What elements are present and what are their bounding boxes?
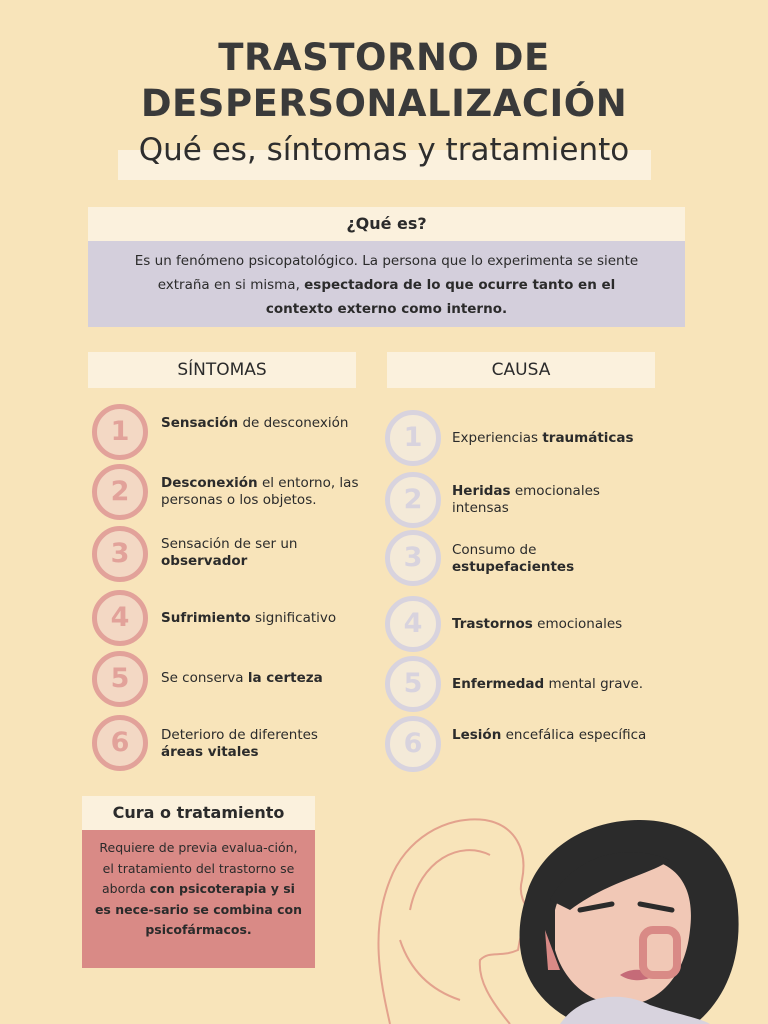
sintoma-number-2: 2 — [92, 464, 148, 520]
causa-item-2 — [452, 483, 652, 517]
causa-6-plain: encefálica específica — [501, 727, 647, 743]
dark-hair-woman — [520, 820, 739, 1024]
causa-2-plain: emocionales intensas — [452, 483, 600, 516]
cura-heading: Cura o tratamiento — [82, 796, 315, 830]
sintoma-item-1 — [161, 415, 361, 432]
title-line-2: DESPERSONALIZACIÓN — [140, 82, 628, 125]
sintoma-number-6: 6 — [92, 715, 148, 771]
sintoma-1-bold: Sensación — [161, 415, 239, 431]
sintoma-6-bold: áreas vitales — [161, 744, 259, 760]
causa-5-plain: mental grave. — [544, 676, 644, 692]
sintoma-number-4: 4 — [92, 590, 148, 646]
sintoma-1-plain: de desconexión — [238, 415, 349, 431]
causa-5-bold: Enfermedad — [452, 676, 545, 692]
causa-6-bold: Lesión — [452, 727, 502, 743]
cura-text — [82, 830, 315, 968]
sintoma-number-5: 5 — [92, 651, 148, 707]
causa-item-5 — [452, 676, 652, 693]
que-es-text — [88, 241, 685, 327]
causa-4-plain: emocionales — [532, 616, 623, 632]
causa-item-4 — [452, 616, 652, 633]
sintomas-heading: SÍNTOMAS — [88, 352, 356, 388]
causa-1-plain: Experiencias — [452, 430, 543, 446]
sintoma-number-1: 1 — [92, 404, 148, 460]
causa-3-plain: Consumo de — [452, 542, 537, 558]
causa-number-2: 2 — [385, 472, 441, 528]
causa-number-6: 6 — [385, 716, 441, 772]
outline-profile-woman — [378, 819, 530, 1024]
que-es-text-bold: espectadora de lo que ocurre tanto en el contexto externo como interno. — [265, 277, 616, 317]
sintoma-item-3 — [161, 536, 361, 570]
sintoma-number-3: 3 — [92, 526, 148, 582]
causa-number-5: 5 — [385, 656, 441, 712]
sintoma-4-bold: Sufrimiento — [161, 610, 251, 626]
sintoma-item-6 — [161, 727, 361, 761]
que-es-heading: ¿Qué es? — [88, 207, 685, 241]
causa-number-4: 4 — [385, 596, 441, 652]
woman-illustration — [350, 800, 768, 1024]
causa-3-bold: estupefacientes — [452, 559, 575, 575]
subtitle: Qué es, síntomas y tratamiento — [138, 132, 630, 168]
sintoma-2-bold: Desconexión — [161, 475, 258, 491]
sintoma-item-4 — [161, 610, 361, 627]
causa-4-bold: Trastornos — [452, 616, 533, 632]
causa-item-3 — [452, 542, 652, 576]
causa-1-bold: traumáticas — [542, 430, 634, 446]
title-line-1: TRASTORNO DE — [218, 36, 550, 79]
causa-item-1 — [452, 430, 652, 447]
sintoma-5-plain: Se conserva — [161, 670, 248, 686]
sintoma-3-plain: Sensación de ser un — [161, 536, 298, 552]
causa-number-1: 1 — [385, 410, 441, 466]
sintoma-item-2 — [161, 475, 361, 509]
cura-text-plain: Requiere de previa evalua-ción, el tratamiento del trastorno se aborda — [99, 840, 298, 896]
causa-2-bold: Heridas — [452, 483, 511, 499]
sintoma-6-plain: Deterioro de diferentes — [161, 727, 318, 743]
cura-text-bold: con psicoterapia y si es nece-sario se combina con psicofármacos. — [94, 881, 303, 937]
que-es-text-plain: Es un fenómeno psicopatológico. La persona que lo experimenta se siente extraña en si misma, — [134, 253, 639, 293]
causa-item-6 — [452, 727, 652, 744]
causa-number-3: 3 — [385, 530, 441, 586]
sintoma-item-5 — [161, 670, 361, 687]
sintoma-5-bold: la certeza — [247, 670, 323, 686]
causa-heading: CAUSA — [387, 352, 655, 388]
sintoma-4-plain: significativo — [250, 610, 337, 626]
sintoma-3-bold: observador — [161, 553, 248, 569]
sintoma-2-plain: el entorno, las personas o los objetos. — [161, 475, 359, 508]
